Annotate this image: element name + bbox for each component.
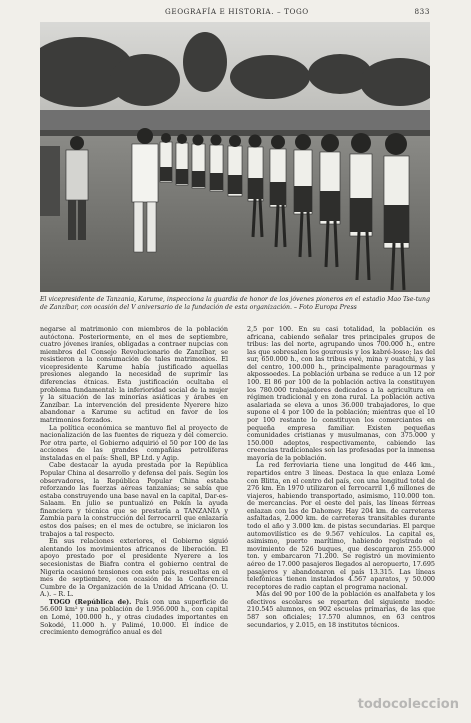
page-number: 833 xyxy=(414,7,430,16)
right-column xyxy=(247,326,435,629)
paragraph: 2,5 por 100. En su casi totalidad, la población es africana, cabiendo señalar tres principales grupos de tribus: las del norte, agrupando unos 700.000 h., entre las que sobresalen los gourousis y los kabré-losso; las del sur, 650.000 h., con las tribus ewé, mina y ouatchi, y las del centro, 100.000 h., principalmente paragourmas y akpossoedes. La población urbana se reduce a un 12 por 100. El 86 por 100 de la población activa la constituyen los 780.000 trabajadores dedicados a la agricultura en régimen tradicional y en zona rural. La población activa asalariada se eleva a unos 36.000 trabajadores, lo que supone el 4 por 100 de la población; mientras que el 10 por 100 restante lo constituyen los comerciantes en pequeña empresa familiar. Existen pequeñas comunidades cristianas y musulmanas, con 375.000 y 150.000 adeptos, respectivamente, cabiendo las creencias tradicionales son las profesadas por la inmensa mayoría de la población. xyxy=(247,325,435,462)
photo-ceremony-illustration xyxy=(40,22,430,292)
paragraph: En sus relaciones exteriores, el Gobierno siguió alentando los movimientos africanos de liberación. El apoyo prestado por el presidente Nyerere a los secesionistas de Biafra contra el gobierno central de Nigeria ocasionó tensiones con este país, resueltas en el mes de septiembre, con ocasión de la Conferencia Cumbre de la Organización de la Unidad Africana (O. U. A.). – R. L. xyxy=(40,537,228,599)
watermark-logo: todocoleccion xyxy=(357,697,459,712)
photograph xyxy=(40,22,430,292)
paragraph: La red ferroviaria tiene una longitud de 446 km., repartidos entre 3 líneas. Destaca la que enlaza Lomé con Blitta, en el centro del país, con una longitud total de 276 km. En 1970 utilizaron el ferrocarril 1,6 millones de viajeros, habiendo transportado, asimismo, 110.000 ton. de mercancías. Por el oeste del país, las líneas férreas enlazan con las de Dahomey. Hay 204 km. de carreteras asfaltadas, 2.000 km. de carreteras transitables durante todo el año y 3.000 km. de pistas secundarias. El parque automovilístico es de 9.567 vehículos. La capital es, asimismo, puerto marítimo, habiendo registrado el movimiento de 526 buques, que descargaron 255.000 ton. y embarcaron 71.200. Se registró un movimiento aéreo de 17.000 pasajeros llegados al aeropuerto, 17.695 pasajeros y abandonaron el país 13.315. Las líneas telefónicas tienen instalados 4.567 aparatos, y 50.000 receptores de radio captan el programa nacional. xyxy=(247,461,435,591)
photo-caption: El vicepresidente de Tanzania, Karume, inspecciona la guardia de honor de los jóvenes pioneros en el estadio Mao Tse-tung de Zanzíbar, con ocasión del V aniversario de la fundación de esta organización. – Foto Europa Press xyxy=(40,296,430,311)
paragraph: Más del 90 por 100 de la población es analfabeta y los efectivos escolares se reparten del siguiente modo: 210.545 alumnos, en 902 escuelas primarias, de las que 587 son oficiales; 17.570 alumnos, en 63 centros secundarios, y 2.015, en 18 institutos técnicos. xyxy=(247,590,435,629)
paragraph: negarse al matrimonio con miembros de la población autóctona. Posteriormente, en el mes de septiembre, cuatro jóvenes iraníes, obligadas a contraer nupcias con miembros del Consejo Revolucionario de Zanzíbar, se resistieron a la consumación de tales matrimonios. El vicepresidente Karume había justificado aquellas presiones alegando la necesidad de suprimir las diferencias étnicas. Esta justificación ocultaba el problema fundamental: la inferioridad social de la mujer y la situación de las minorías asiáticas y árabes en Zanzíbar. La intervención del presidente Nyerere hizo abandonar a Karume su actitud en favor de los matrimonios forzados. xyxy=(40,325,228,424)
togo-entry xyxy=(40,599,228,637)
running-header xyxy=(40,7,430,19)
togo-heading: TOGO (República de). xyxy=(49,597,132,606)
left-column xyxy=(40,326,228,637)
togo-entry-text: País con una superficie de 56.600 km² y una población de 1.956.000 h., con capital en Lomé, 100.000 h., y otras ciudades importantes en Sokodé, 11.000 h. y Palimé, 10.000. El índice de crecimiento demográfico anual es del xyxy=(40,597,228,637)
header-title: GEOGRAFÍA E HISTORIA. – TOGO xyxy=(165,7,309,16)
paragraph: Cabe destacar la ayuda prestada por la República Popular China al desarrollo y defensa del país. Según los observadores, la República Popular China estaba reforzando las fuerzas aéreas tanzanias; se sabía que estaba construyendo una base naval en la capital, Dar-es-Salaam. En julio se puntualizó en Pekín la ayuda financiera y técnica que se prestaría a TANZANIA y Zambia para la construcción del ferrocarril que enlazaría estos dos países; en el mes de octubre, se iniciaron los trabajos a tal respecto. xyxy=(40,461,228,538)
paragraph: La política económica se mantuvo fiel al proyecto de nacionalización de las fuentes de riqueza y del comercio. Por otra parte, el Gobierno adquirió el 50 por 100 de las acciones de las grandes compañías petrolíferas instaladas en el país: Shell, BP Ltd. y Agip. xyxy=(40,423,228,462)
